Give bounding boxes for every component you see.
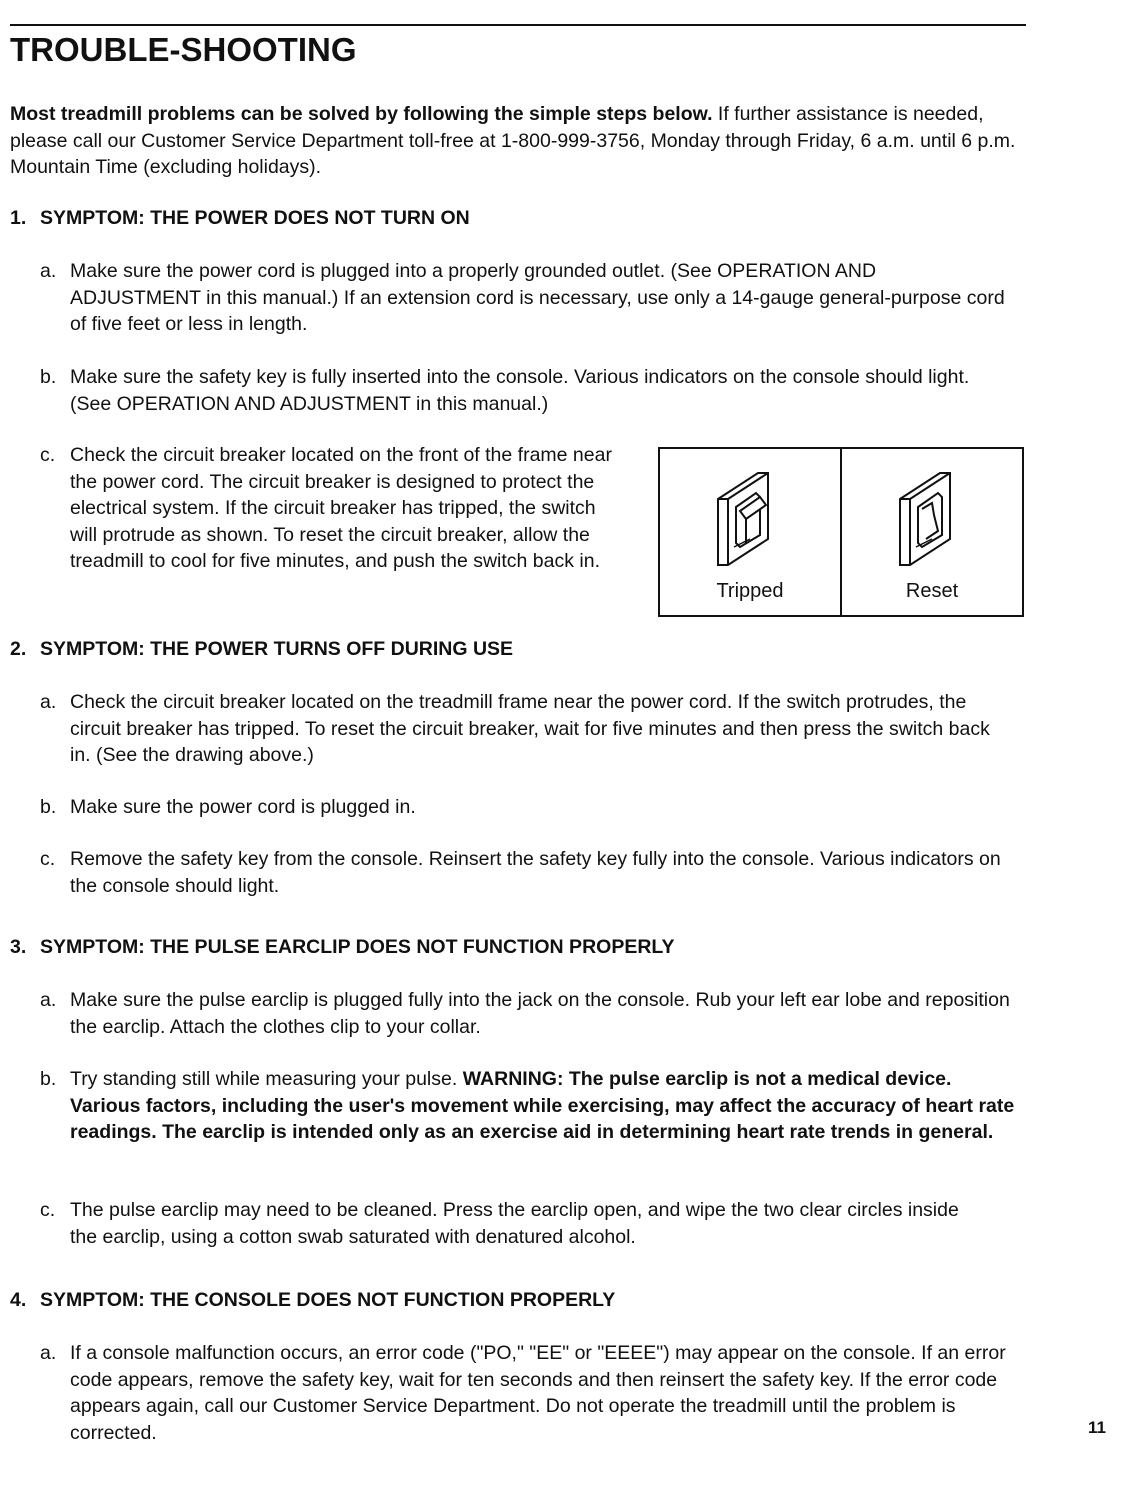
- item-text: Make sure the power cord is plugged into a properly grounded outlet. (See OPERATION AND ADJUSTMENT in this manual.) If an extension cord is necessary, use only a 14-gauge general-purpose cord of five feet or less in length.: [70, 260, 1005, 335]
- section-1-item-a: [40, 258, 1010, 338]
- section-2-heading: [10, 636, 513, 662]
- page-title: TROUBLE-SHOOTING: [10, 31, 357, 68]
- section-3-item-c: [40, 1197, 990, 1250]
- item-text: [70, 1066, 1015, 1146]
- section-3-heading: [10, 934, 675, 960]
- section-3-item-a: [40, 987, 1015, 1040]
- item-letter: c.: [40, 444, 56, 466]
- warning-text: WARNING: The pulse earclip is not a medical device. Various factors, including the user's movement while exercising, may affect the accuracy of heart rate readings. The earclip is intended only as an exercise aid in determining heart rate trends in general.: [70, 1068, 1015, 1143]
- item-text: The pulse earclip may need to be cleaned. Press the earclip open, and wipe the two clear circles inside the earclip, using a cotton swab saturated with denatured alcohol.: [70, 1199, 959, 1248]
- circuit-breaker-figure: [658, 447, 1024, 617]
- intro-bold: Most treadmill problems can be solved by following the simple steps below.: [10, 103, 713, 125]
- reset-switch-icon: [892, 459, 972, 569]
- item-letter: a.: [40, 989, 57, 1011]
- section-number: 4.: [10, 1289, 27, 1311]
- item-text: If a console malfunction occurs, an error code ("PO," "EE" or "EEEE") may appear on the console. If an error code appears, remove the safety key, wait for ten seconds and then reinsert the safety key. If the error code appears again, call our Customer Service Department. Do not operate the treadmill until the problem is corrected.: [70, 1342, 1006, 1444]
- section-number: 3.: [10, 936, 27, 958]
- item-text: Make sure the power cord is plugged in.: [70, 796, 416, 818]
- section-title: SYMPTOM: THE POWER TURNS OFF DURING USE: [40, 638, 514, 660]
- section-number: 1.: [10, 207, 27, 229]
- item-letter: a.: [40, 260, 57, 282]
- section-title: SYMPTOM: THE PULSE EARCLIP DOES NOT FUNCTION PROPERLY: [40, 936, 675, 958]
- section-title: SYMPTOM: THE CONSOLE DOES NOT FUNCTION PROPERLY: [40, 1289, 616, 1311]
- reset-caption: Reset: [905, 580, 959, 602]
- section-2-item-c: [40, 846, 1020, 899]
- section-2-item-a: [40, 689, 1010, 769]
- section-3-item-b: [40, 1066, 1015, 1146]
- section-1-item-b: [40, 364, 1000, 417]
- item-letter: b.: [40, 1068, 57, 1090]
- section-title: SYMPTOM: THE POWER DOES NOT TURN ON: [40, 207, 470, 229]
- page-number: 11: [1088, 1418, 1106, 1437]
- item-text: Check the circuit breaker located on the front of the frame near the power cord. The circuit breaker is designed to protect the electrical system. If the circuit breaker has tripped, the switch will protrude as shown. To reset the circuit breaker, allow the treadmill to cool for five minutes, and push the switch back in.: [70, 444, 612, 572]
- reset-panel: [840, 449, 1022, 615]
- section-2-item-b: [40, 794, 1010, 821]
- item-text: Remove the safety key from the console. Reinsert the safety key fully into the console. Various indicators on the console should light.: [70, 848, 1001, 897]
- item-plain: Try standing still while measuring your pulse.: [70, 1068, 463, 1090]
- tripped-caption: Tripped: [716, 580, 784, 602]
- section-number: 2.: [10, 638, 27, 660]
- section-1-heading: [10, 205, 470, 231]
- item-letter: b.: [40, 796, 57, 818]
- tripped-panel: [660, 449, 840, 615]
- section-1-item-c: [40, 442, 620, 575]
- tripped-switch-icon: [710, 459, 790, 569]
- intro-text: If further assistance is needed, please call our Customer Service Department toll-free at 1-800-999-3756, Monday through Friday, 6 a.m. until 6 p.m. Mountain Time (excluding holidays).: [10, 103, 1016, 178]
- item-text: Make sure the pulse earclip is plugged fully into the jack on the console. Rub your left ear lobe and reposition the earclip. Attach the clothes clip to your collar.: [70, 989, 1010, 1038]
- item-letter: a.: [40, 1342, 57, 1364]
- item-letter: c.: [40, 1199, 56, 1221]
- section-4-item-a: [40, 1340, 1025, 1446]
- item-letter: b.: [40, 366, 57, 388]
- item-letter: c.: [40, 848, 56, 870]
- intro-paragraph: [10, 101, 1020, 181]
- item-text: Make sure the safety key is fully inserted into the console. Various indicators on the console should light. (See OPERATION AND ADJUSTMENT in this manual.): [70, 366, 970, 415]
- section-4-heading: [10, 1287, 615, 1313]
- item-text: Check the circuit breaker located on the treadmill frame near the power cord. If the switch protrudes, the circuit breaker has tripped. To reset the circuit breaker, wait for five minutes and then press the switch back in. (See the drawing above.): [70, 691, 990, 766]
- item-letter: a.: [40, 691, 57, 713]
- top-rule: [10, 24, 1026, 26]
